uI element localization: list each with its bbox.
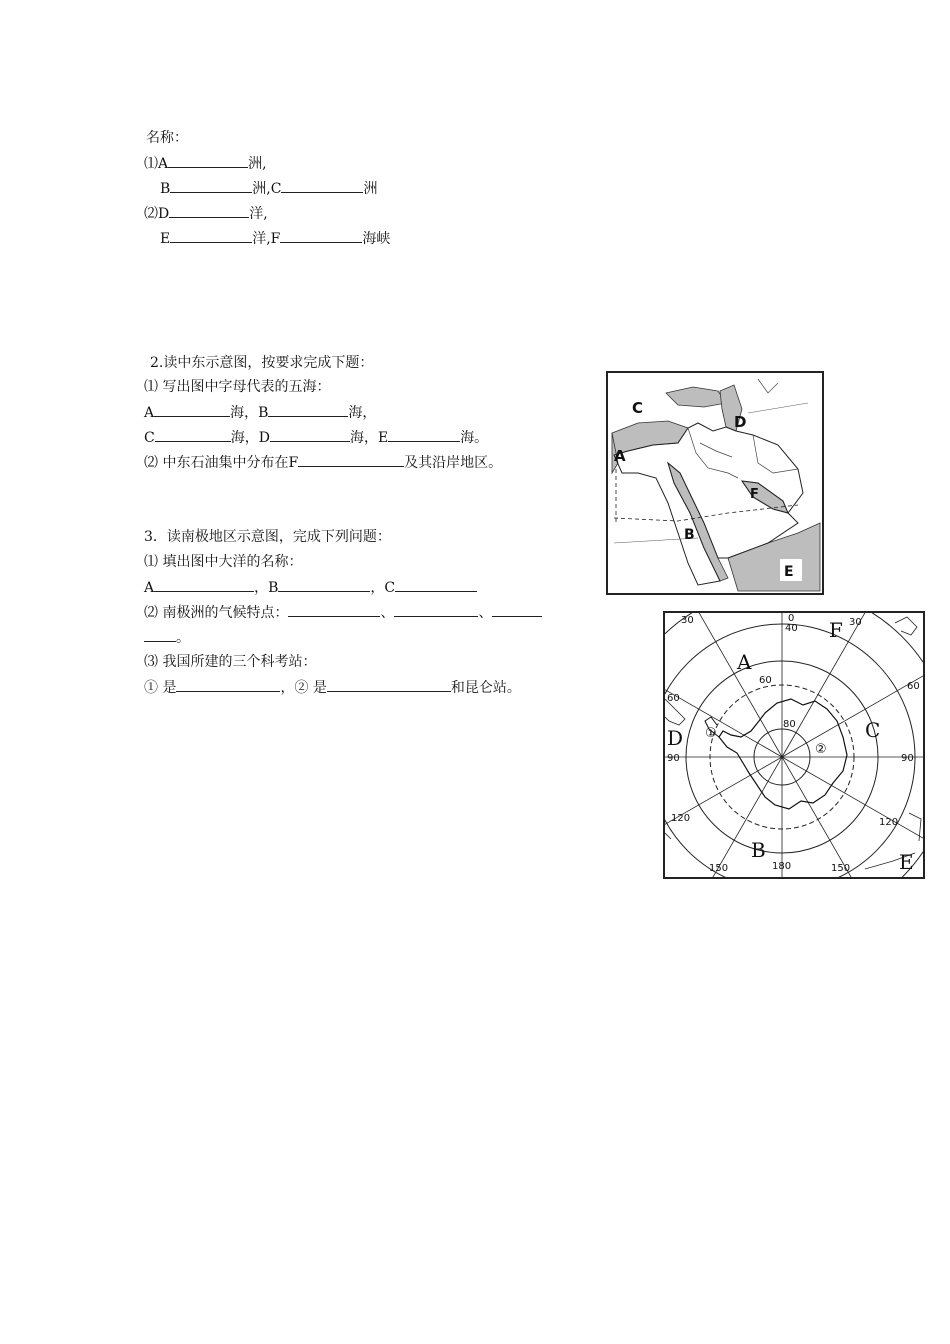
answer-blank-b-continent[interactable] xyxy=(170,179,252,193)
answer-blank-sea-b[interactable] xyxy=(268,403,348,417)
answer-blank-station-2[interactable] xyxy=(327,678,451,692)
tick-60-left: 60 xyxy=(667,693,680,704)
answer-blank-station-1[interactable] xyxy=(176,678,280,692)
ant-label-f: F xyxy=(829,618,843,642)
tick-lat-80: 80 xyxy=(783,719,796,730)
antarctica-map-drawing xyxy=(665,613,923,877)
me-label-e: E xyxy=(784,564,794,580)
answer-blank-gulf-f[interactable] xyxy=(298,453,404,467)
section3-title: 3．读南极地区示意图，完成下列问题： xyxy=(144,529,391,545)
ant-label-b: B xyxy=(751,838,766,862)
antarctica-map xyxy=(663,611,925,879)
ant-label-d: D xyxy=(667,726,684,750)
answer-blank-f-strait[interactable] xyxy=(280,229,362,243)
section2-sub1: ⑴ 写出图中字母代表的五海： xyxy=(144,379,331,395)
answer-blank-d-ocean[interactable] xyxy=(169,204,249,218)
tick-30-top: 30 xyxy=(681,615,694,626)
answer-blank-climate-1[interactable] xyxy=(288,603,380,617)
tick-120-left: 120 xyxy=(671,813,691,824)
section1-q2b-line: E 洋,F 海峡 xyxy=(160,231,391,247)
me-label-d: D xyxy=(734,413,747,431)
answer-blank-sea-e[interactable] xyxy=(388,428,460,442)
section1-q2-line: ⑵D 洋, xyxy=(144,206,268,222)
tick-120-right: 120 xyxy=(879,817,899,828)
answer-blank-ocean-b[interactable] xyxy=(278,578,370,592)
section3-row3: ① 是 ，② 是 和昆仑站。 xyxy=(144,680,521,696)
answer-blank-a-continent[interactable] xyxy=(168,154,248,168)
me-label-b: B xyxy=(684,527,695,543)
tick-0-top: 0 xyxy=(788,613,795,624)
ant-label-e: E xyxy=(899,850,914,874)
station-2-label: ② xyxy=(815,742,827,757)
section3-sub2: ⑵ 南极洲的气候特点： 、 、 xyxy=(144,603,542,622)
ant-label-a: A xyxy=(737,650,752,674)
section1-q1b-line: B 洲,C 洲 xyxy=(160,181,378,197)
tick-60-inner: 60 xyxy=(759,675,772,686)
section3-sub1: ⑴ 填出图中大洋的名称： xyxy=(144,554,303,570)
middle-east-map-drawing xyxy=(608,373,822,593)
section3-row1: A ，B ，C xyxy=(144,578,477,597)
answer-blank-sea-a[interactable] xyxy=(154,403,230,417)
section2-sub2: ⑵ 中东石油集中分布在F 及其沿岸地区。 xyxy=(144,455,503,471)
section2-row2: C 海，D 海，E 海。 xyxy=(144,430,489,446)
tick-150-left: 150 xyxy=(709,863,729,874)
answer-blank-c-continent[interactable] xyxy=(281,179,363,193)
answer-blank-ocean-c[interactable] xyxy=(395,578,477,592)
section2-row1: A 海，B 海， xyxy=(144,405,377,421)
tick-90-left: 90 xyxy=(667,753,680,764)
answer-blank-ocean-a[interactable] xyxy=(154,578,254,592)
me-label-a: A xyxy=(614,447,626,465)
tick-60-right: 60 xyxy=(907,681,920,692)
station-1-label: ① xyxy=(705,726,717,741)
ant-label-c: C xyxy=(865,718,881,742)
me-label-f: F xyxy=(750,487,759,502)
section1-q1-line: ⑴A 洲, xyxy=(144,156,267,172)
middle-east-map xyxy=(606,371,824,595)
me-label-c: C xyxy=(632,399,644,417)
section2-title: 2.读中东示意图，按要求完成下题： xyxy=(150,355,374,371)
section1-heading: 名称： xyxy=(146,130,188,146)
section3-sub2-cont: 。 xyxy=(144,628,190,647)
section3-sub3: ⑶ 我国所建的三个科考站： xyxy=(144,654,317,670)
tick-30-right: 30 xyxy=(849,617,862,628)
answer-blank-e-ocean[interactable] xyxy=(170,229,252,243)
answer-blank-climate-2[interactable] xyxy=(394,603,478,617)
tick-150-right: 150 xyxy=(831,863,851,874)
answer-blank-sea-c[interactable] xyxy=(155,428,231,442)
tick-90-right: 90 xyxy=(901,753,914,764)
answer-blank-climate-3-cont[interactable] xyxy=(144,628,176,642)
answer-blank-sea-d[interactable] xyxy=(270,428,350,442)
answer-blank-climate-3[interactable] xyxy=(492,603,542,617)
tick-40: 40 xyxy=(785,623,798,634)
tick-180: 180 xyxy=(772,861,792,872)
